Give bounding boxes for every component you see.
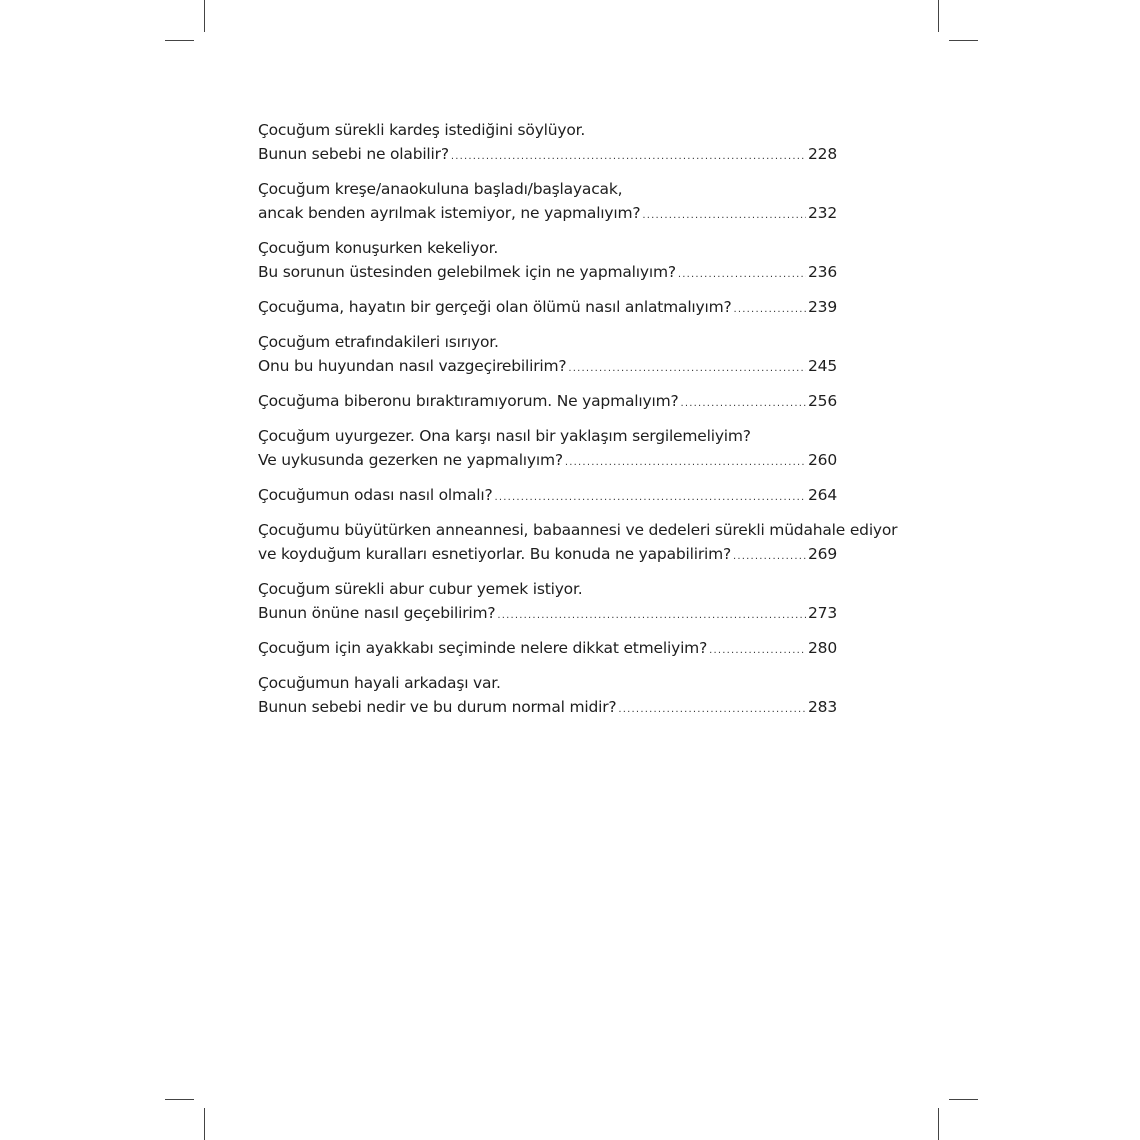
toc-entry-line xyxy=(258,389,837,416)
toc-page-number: 228 xyxy=(808,145,837,163)
toc-entry xyxy=(258,177,837,228)
toc-entry-title: Çocuğum konuşurken kekeliyor. xyxy=(258,239,499,257)
toc-entry-line xyxy=(258,142,837,169)
toc-entry xyxy=(258,118,837,169)
toc-page-number: 269 xyxy=(808,545,837,563)
toc-page-number: 260 xyxy=(808,451,837,469)
toc-entry-line xyxy=(258,448,837,475)
toc-entry-title: Çocuğumun odası nasıl olmalı? xyxy=(258,486,493,504)
toc-entry-line xyxy=(258,695,837,722)
toc-entry xyxy=(258,577,837,628)
toc-entry-title: Çocuğum sürekli abur cubur yemek istiyor. xyxy=(258,580,583,598)
toc-entry-title: Bu sorunun üstesinden gelebilmek için ne yapmalıyım? xyxy=(258,263,676,281)
dot-leader xyxy=(642,204,806,228)
toc-entry-title: Çocuğuma biberonu bıraktıramıyorum. Ne yapmalıyım? xyxy=(258,392,679,410)
toc-entry-title: Çocuğum sürekli kardeş istediğini söylüyor. xyxy=(258,121,586,139)
toc-entry-title: ancak benden ayrılmak istemiyor, ne yapmalıyım? xyxy=(258,204,641,222)
toc-entry-title: Çocuğum etrafındakileri ısırıyor. xyxy=(258,333,499,351)
crop-mark-top-right-horizontal xyxy=(949,40,978,41)
toc-page-number: 264 xyxy=(808,486,837,504)
toc-page-number: 280 xyxy=(808,639,837,657)
toc-entry-title: Bunun sebebi ne olabilir? xyxy=(258,145,449,163)
crop-mark-bottom-left-horizontal xyxy=(165,1099,194,1100)
dot-leader xyxy=(497,604,806,628)
toc-page-number: 232 xyxy=(808,204,837,222)
toc-entry-line xyxy=(258,542,837,569)
toc-entry xyxy=(258,389,837,416)
toc-entry-line xyxy=(258,424,837,448)
toc-entry-line xyxy=(258,671,837,695)
toc-entry-line xyxy=(258,201,837,228)
toc-entry-title: Çocuğum için ayakkabı seçiminde nelere dikkat etmeliyim? xyxy=(258,639,708,657)
dot-leader xyxy=(678,263,806,287)
dot-leader xyxy=(568,357,806,381)
crop-mark-top-left-vertical xyxy=(204,0,205,32)
dot-leader xyxy=(681,392,807,416)
toc-page-number: 239 xyxy=(808,298,837,316)
toc-entry-line xyxy=(258,518,898,542)
toc-entry-line xyxy=(258,295,837,322)
toc-entry xyxy=(258,295,837,322)
dot-leader xyxy=(709,639,806,663)
toc-entry-line xyxy=(258,636,837,663)
toc-entry-title: Bunun önüne nasıl geçebilirim? xyxy=(258,604,496,622)
table-of-contents xyxy=(258,118,898,730)
toc-page-number: 245 xyxy=(808,357,837,375)
toc-entry-line xyxy=(258,330,837,354)
toc-page-number: 283 xyxy=(808,698,837,716)
toc-entry-line xyxy=(258,354,837,381)
toc-entry-title: Onu bu huyundan nasıl vazgeçirebilirim? xyxy=(258,357,567,375)
toc-entry-title: Çocuğum uyurgezer. Ona karşı nasıl bir yaklaşım sergilemeliyim? xyxy=(258,427,751,445)
toc-page-number: 256 xyxy=(808,392,837,410)
toc-entry-title: Çocuğumun hayali arkadaşı var. xyxy=(258,674,501,692)
toc-entry xyxy=(258,671,837,722)
dot-leader xyxy=(494,486,806,510)
toc-page-number: 273 xyxy=(808,604,837,622)
crop-mark-bottom-left-vertical xyxy=(204,1108,205,1140)
toc-entry-title: Çocuğumu büyütürken anneannesi, babaannesi ve dedeleri sürekli müdahale ediyor xyxy=(258,521,898,539)
toc-entry-line xyxy=(258,118,837,142)
dot-leader xyxy=(733,545,806,569)
toc-entry xyxy=(258,236,837,287)
crop-mark-bottom-right-vertical xyxy=(938,1108,939,1140)
toc-entry xyxy=(258,518,898,569)
toc-entry-title: Ve uykusunda gezerken ne yapmalıyım? xyxy=(258,451,563,469)
toc-entry-title: Bunun sebebi nedir ve bu durum normal midir? xyxy=(258,698,617,716)
dot-leader xyxy=(734,298,806,322)
toc-entry xyxy=(258,424,837,475)
toc-entry-line xyxy=(258,577,837,601)
toc-entry xyxy=(258,636,837,663)
toc-entry-line xyxy=(258,177,837,201)
toc-entry-line xyxy=(258,236,837,260)
toc-entry-title: Çocuğum kreşe/anaokuluna başladı/başlayacak, xyxy=(258,180,623,198)
crop-mark-top-right-vertical xyxy=(938,0,939,32)
toc-entry-line xyxy=(258,601,837,628)
toc-entry-line xyxy=(258,260,837,287)
dot-leader xyxy=(565,451,806,475)
toc-entry-line xyxy=(258,483,837,510)
toc-page-number: 236 xyxy=(808,263,837,281)
dot-leader xyxy=(451,145,806,169)
toc-entry xyxy=(258,330,837,381)
toc-entry-title: Çocuğuma, hayatın bir gerçeği olan ölümü nasıl anlatmalıyım? xyxy=(258,298,732,316)
toc-entry-title: ve koyduğum kuralları esnetiyorlar. Bu konuda ne yapabilirim? xyxy=(258,545,732,563)
dot-leader xyxy=(618,698,806,722)
crop-mark-bottom-right-horizontal xyxy=(949,1099,978,1100)
toc-entry xyxy=(258,483,837,510)
crop-mark-top-left-horizontal xyxy=(165,40,194,41)
